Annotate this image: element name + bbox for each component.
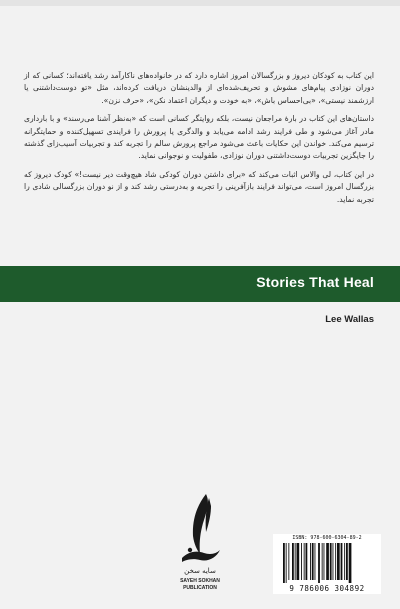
barcode-bar xyxy=(324,543,325,580)
barcode-bar xyxy=(310,543,311,580)
barcode-bar xyxy=(283,543,285,583)
top-edge-strip xyxy=(0,0,400,6)
barcode-bar xyxy=(301,543,302,580)
isbn-text: ISBN: 978-600-6304-89-2 xyxy=(292,535,362,541)
quill-feather-icon xyxy=(176,492,224,568)
blurb-paragraph-3: در این کتاب، لی والاس اثبات می‌کند که «برای داشتن دوران کودکی شاد هیچ‌وقت دیر نیست!» کودک دیروز که بزرگسال امروز است، می‌تواند فرایند بازآفرینی را تجربه و به‌درستی رشد کند و از نو دوران بزرگسالی شادی را تجربه نماید. xyxy=(24,169,374,204)
barcode-bar xyxy=(322,543,323,580)
barcode-bar xyxy=(337,543,340,580)
blurb-paragraph-2: داستان‌های این کتاب در بارهٔ مراجعان نیست، بلکه روایتگر کسانی است که «به‌نظر آشنا می‌رسند» و با بارداری مادر آغاز می‌شود و طی فرایند رشد ادامه می‌یابد و والدگری یا پرورش را فرایندی تسهیل‌کننده و حمایتگرانه ترسیم می‌کند. خواندن این حکایات باعث می‌شود مراجع پرورش سالم را تجربه کند و تجربیات آسیب‌زای گذشته را جایگزین تجربیات دوست‌داشتنی دوران نوزادی، طفولیت و نوجوانی نماید. xyxy=(24,114,374,161)
barcode-bar xyxy=(312,543,314,580)
barcode-bar xyxy=(326,543,329,580)
barcode xyxy=(273,534,381,594)
barcode-bar xyxy=(288,543,289,580)
blurb-paragraph-1: این کتاب به کودکان دیروز و بزرگسالان امروز اشاره دارد که در خانواده‌های ناکارآمد رشد یافته‌اند؛ کسانی که از دوران نوزادی پیام‌های مشوش و تحریف‌شده‌ای از والدینشان دریافت کرده‌اند، مثل «تو دوست‌داشتنی یا ارزشمند نیستی»، «بی‌احساس باش»، «به خودت و دیگران اعتماد نکن»، «حرف نزن». xyxy=(24,71,374,105)
blurb-text xyxy=(24,70,374,212)
barcode-bar xyxy=(306,543,308,580)
barcode-bar xyxy=(295,543,296,580)
author-name: Lee Wallas xyxy=(325,314,374,325)
barcode-bar xyxy=(344,543,345,580)
english-title: Stories That Heal xyxy=(256,274,374,290)
publisher-name-latin-line2: PUBLICATION xyxy=(183,584,217,591)
barcode-number: 9 786006 304892 xyxy=(289,584,365,593)
barcode-bar xyxy=(346,543,348,580)
barcode-bar xyxy=(341,543,343,580)
barcode-bar xyxy=(315,543,316,580)
title-band xyxy=(0,266,400,302)
barcode-bar xyxy=(292,543,294,580)
publisher-name-latin xyxy=(150,578,250,591)
barcode-bar xyxy=(286,543,287,583)
barcode-bars xyxy=(283,543,371,583)
barcode-bar xyxy=(333,543,334,580)
publisher-name-persian: سایه سخن xyxy=(184,567,216,575)
barcode-bar xyxy=(349,543,352,583)
barcode-bar xyxy=(330,543,332,580)
barcode-bar xyxy=(335,543,336,580)
publisher-name-latin-line1: SAYEH SOKHAN xyxy=(180,578,220,584)
barcode-bar xyxy=(318,543,320,583)
barcode-bar xyxy=(304,543,305,580)
barcode-bar xyxy=(297,543,300,580)
